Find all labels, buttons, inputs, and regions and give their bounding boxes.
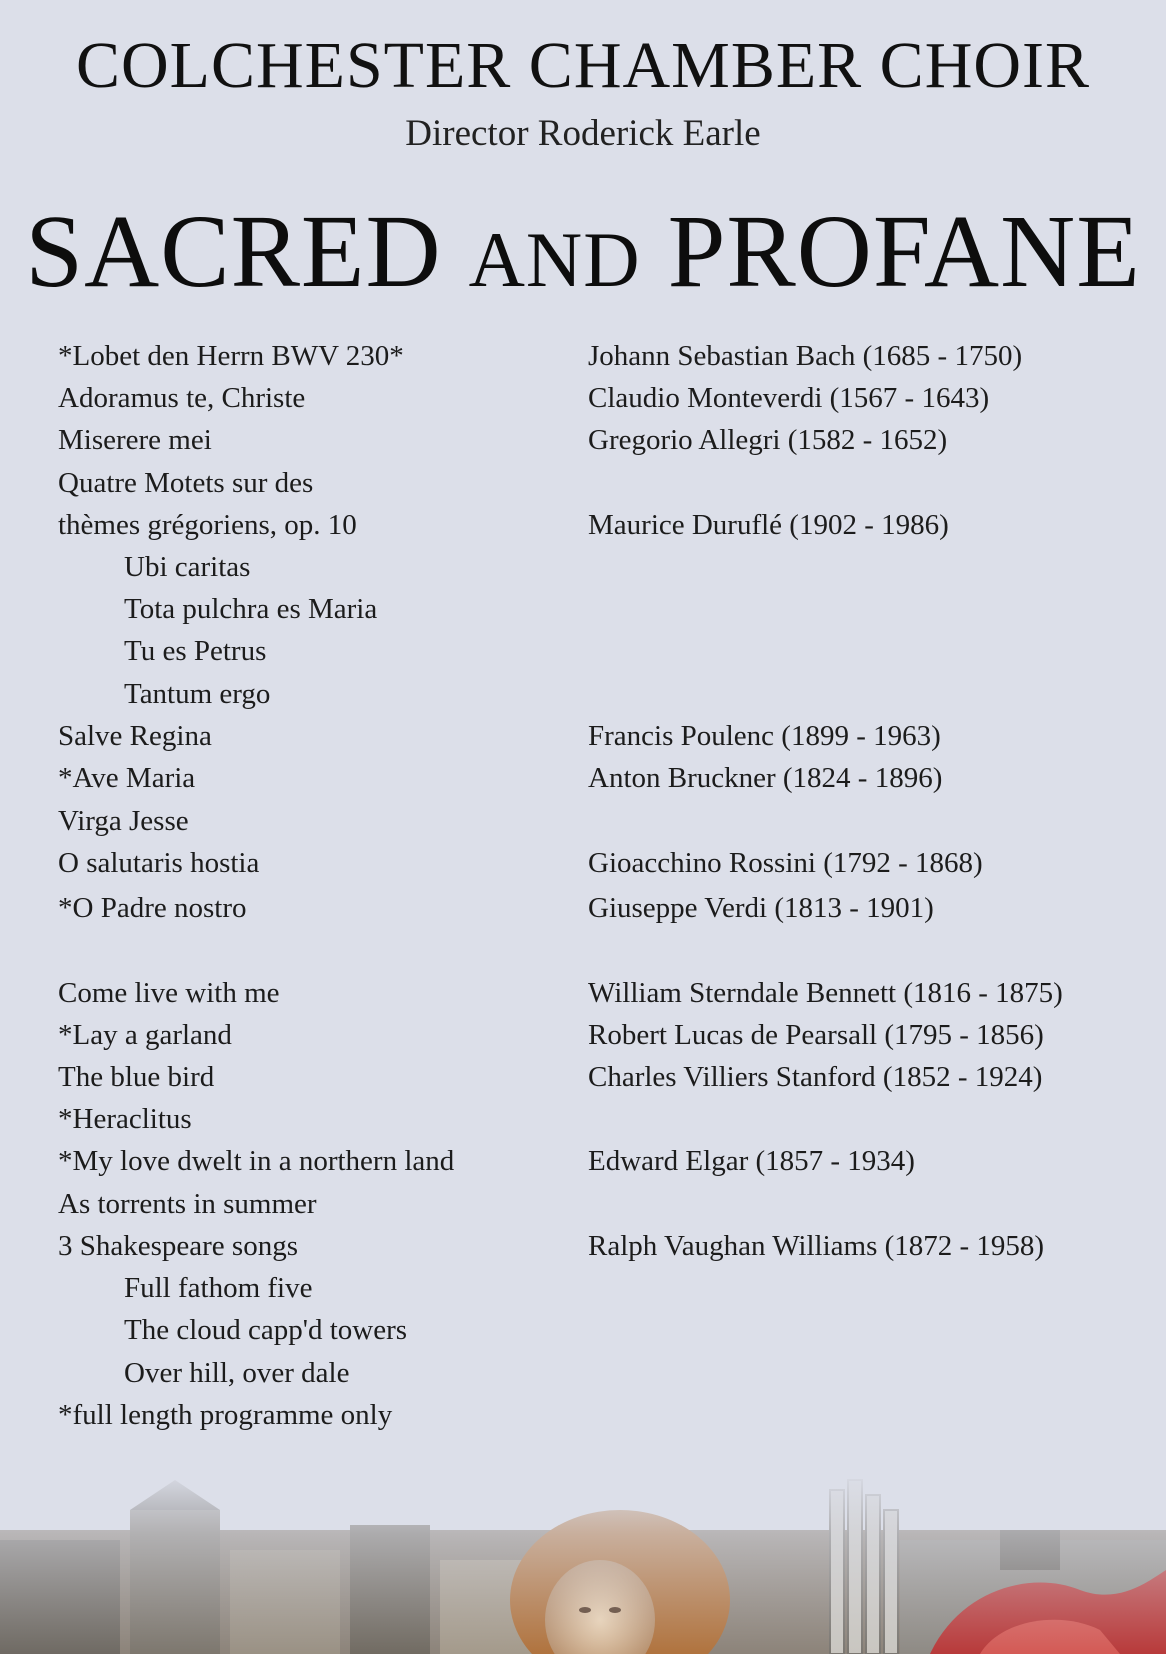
piece-title: The cloud capp'd towers <box>124 1314 408 1346</box>
composer-name: William Sterndale Bennett (1816 - 1875) <box>588 977 1063 1009</box>
composer-name: Gregorio Allegri (1582 - 1652) <box>588 424 948 456</box>
programme-row <box>0 762 1166 802</box>
composer-name: Robert Lucas de Pearsall (1795 - 1856) <box>588 1019 1044 1051</box>
programme-row <box>0 509 1166 549</box>
programme-row <box>0 1272 1166 1312</box>
piece-title: Come live with me <box>58 977 280 1009</box>
piece-title: *My love dwelt in a northern land <box>58 1145 455 1177</box>
programme-row <box>0 382 1166 422</box>
piece-title: As torrents in summer <box>58 1188 317 1220</box>
piece-title: *O Padre nostro <box>58 892 247 924</box>
programme-row <box>0 424 1166 464</box>
piece-title: Quatre Motets sur des <box>58 467 314 499</box>
composer-name: Johann Sebastian Bach (1685 - 1750) <box>588 340 1023 372</box>
piece-title: *Ave Maria <box>58 762 196 794</box>
piece-title: thèmes grégoriens, op. 10 <box>58 509 357 541</box>
title-word-sacred: SACRED <box>25 194 442 309</box>
programme-row <box>0 1399 1166 1439</box>
programme-row <box>0 1103 1166 1143</box>
piece-title: *Lay a garland <box>58 1019 232 1051</box>
programme-row <box>0 892 1166 932</box>
programme-row <box>0 720 1166 760</box>
painting-collage-footer <box>0 1470 1166 1654</box>
programme-row <box>0 1019 1166 1059</box>
composer-name: Francis Poulenc (1899 - 1963) <box>588 720 941 752</box>
director-line: Director Roderick Earle <box>405 113 761 154</box>
programme-row <box>0 1061 1166 1101</box>
composer-name: Edward Elgar (1857 - 1934) <box>588 1145 915 1177</box>
piece-title: Full fathom five <box>124 1272 313 1304</box>
title-word-profane: PROFANE <box>667 194 1141 309</box>
composer-name: Claudio Monteverdi (1567 - 1643) <box>588 382 990 414</box>
composer-name: Anton Bruckner (1824 - 1896) <box>588 762 943 794</box>
programme-row <box>0 1188 1166 1228</box>
programme-row <box>0 805 1166 845</box>
piece-title: The blue bird <box>58 1061 215 1093</box>
concert-title <box>0 192 1166 311</box>
piece-title: *Lobet den Herrn BWV 230* <box>58 340 404 372</box>
piece-title: Over hill, over dale <box>124 1357 350 1389</box>
composer-name: Ralph Vaughan Williams (1872 - 1958) <box>588 1230 1045 1262</box>
programme-row <box>0 977 1166 1017</box>
composer-name: Giuseppe Verdi (1813 - 1901) <box>588 892 934 924</box>
programme-row <box>0 551 1166 591</box>
programme-row <box>0 635 1166 675</box>
programme-row <box>0 847 1166 887</box>
piece-title: Salve Regina <box>58 720 212 752</box>
composer-name: Maurice Duruflé (1902 - 1986) <box>588 509 949 541</box>
piece-title: O salutaris hostia <box>58 847 260 879</box>
piece-title: *full length programme only <box>58 1399 393 1431</box>
piece-title: Virga Jesse <box>58 805 189 837</box>
programme-row <box>0 1314 1166 1354</box>
piece-title: Ubi caritas <box>124 551 251 583</box>
composer-name: Gioacchino Rossini (1792 - 1868) <box>588 847 983 879</box>
composer-name: Charles Villiers Stanford (1852 - 1924) <box>588 1061 1043 1093</box>
programme-row <box>0 1357 1166 1397</box>
programme-row <box>0 1230 1166 1270</box>
programme-row <box>0 467 1166 507</box>
programme-row <box>0 1145 1166 1185</box>
title-word-and: AND <box>468 216 641 303</box>
piece-title: Tota pulchra es Maria <box>124 593 378 625</box>
piece-title: 3 Shakespeare songs <box>58 1230 299 1262</box>
piece-title: Adoramus te, Christe <box>58 382 306 414</box>
piece-title: Tu es Petrus <box>124 635 267 667</box>
piece-title: Tantum ergo <box>124 678 271 710</box>
programme-row <box>0 678 1166 718</box>
piece-title: *Heraclitus <box>58 1103 192 1135</box>
choir-name: COLCHESTER CHAMBER CHOIR <box>75 29 1091 102</box>
programme-row <box>0 593 1166 633</box>
programme-row <box>0 340 1166 380</box>
piece-title: Miserere mei <box>58 424 212 456</box>
